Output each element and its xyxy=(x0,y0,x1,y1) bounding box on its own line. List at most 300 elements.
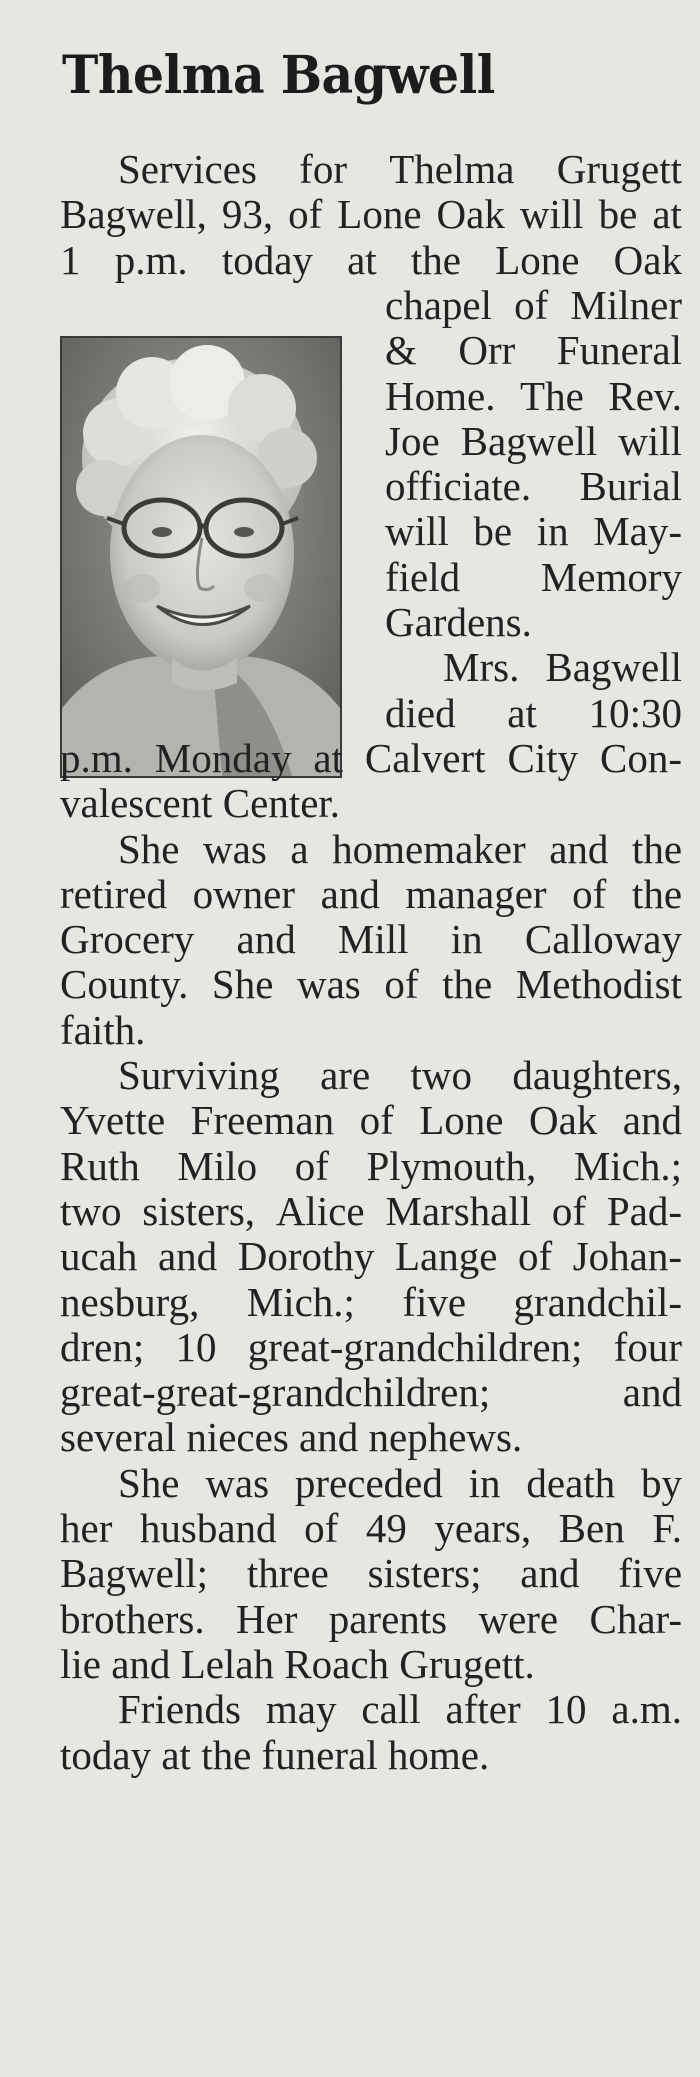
article-word: Milner xyxy=(570,282,683,328)
article-word: Grugett xyxy=(556,146,682,192)
word-space xyxy=(355,1280,402,1324)
word-space xyxy=(472,1053,512,1097)
article-word: will xyxy=(519,191,584,237)
article-word: Grugett. xyxy=(399,1641,535,1687)
word-space xyxy=(501,1461,527,1505)
word-space xyxy=(347,147,389,191)
word-space xyxy=(456,691,508,735)
word-space xyxy=(582,1325,613,1369)
article-word: the xyxy=(631,826,683,872)
word-space xyxy=(569,509,594,553)
article-line xyxy=(385,328,682,372)
article-word: 10:30 xyxy=(588,690,682,736)
article-word: 10 xyxy=(175,1324,217,1370)
article-word: three xyxy=(246,1550,329,1596)
article-line xyxy=(60,1325,682,1369)
word-space xyxy=(194,917,236,961)
article-word: Mich.; xyxy=(573,1143,683,1189)
article-line xyxy=(385,464,682,508)
article-word: at xyxy=(347,237,377,283)
word-space xyxy=(443,1461,469,1505)
article-word: daughters, xyxy=(512,1052,682,1098)
article-word: be xyxy=(473,508,513,554)
article-word: valescent xyxy=(60,780,213,826)
word-space xyxy=(637,192,652,236)
word-space xyxy=(537,691,589,735)
article-word: faith. xyxy=(60,1007,146,1053)
article-word: Bagwell xyxy=(545,644,682,690)
word-space xyxy=(255,1189,276,1233)
word-space xyxy=(466,1280,513,1324)
word-space xyxy=(329,1551,368,1595)
article-word: two xyxy=(410,1052,472,1098)
article-word: Lone xyxy=(337,191,422,237)
word-space xyxy=(207,192,222,236)
article-word: was xyxy=(205,1460,270,1506)
article-word: owner xyxy=(192,871,296,917)
article-word: Oak xyxy=(528,1097,598,1143)
article-word: homemaker xyxy=(332,826,526,872)
article-word: the xyxy=(442,961,493,1007)
word-space xyxy=(140,1144,178,1188)
article-line xyxy=(60,1098,682,1142)
article-word: Bagwell xyxy=(460,418,598,464)
word-space xyxy=(277,1506,305,1550)
article-word: today xyxy=(60,1732,152,1778)
article-word: Mich.; xyxy=(246,1279,355,1325)
article-word: five xyxy=(402,1279,467,1325)
word-space xyxy=(151,1732,161,1778)
article-line xyxy=(60,827,682,871)
word-space xyxy=(417,328,458,372)
word-space xyxy=(586,1189,607,1233)
article-word: her xyxy=(60,1505,113,1551)
article-word: Ben xyxy=(558,1505,625,1551)
article-word: Lange xyxy=(394,1233,498,1279)
word-space xyxy=(483,917,525,961)
article-word: ucah xyxy=(60,1233,138,1279)
article-line xyxy=(385,283,682,327)
word-space xyxy=(579,238,613,282)
word-space xyxy=(365,1189,386,1233)
word-space xyxy=(274,1641,284,1687)
word-space xyxy=(422,192,437,236)
article-word: Lelah xyxy=(180,1641,275,1687)
article-line xyxy=(60,872,682,916)
article-word: dren; xyxy=(60,1324,145,1370)
article-word: two xyxy=(60,1188,122,1234)
article-word: at xyxy=(161,1732,191,1778)
word-space xyxy=(137,1234,158,1278)
article-line xyxy=(60,781,682,825)
word-space xyxy=(597,1098,622,1142)
article-word: was xyxy=(296,961,361,1007)
article-word: call xyxy=(361,1686,421,1732)
word-space xyxy=(584,374,609,418)
word-space xyxy=(490,1370,623,1414)
article-line xyxy=(60,1642,682,1686)
word-space xyxy=(389,1641,399,1687)
article-word: Marshall xyxy=(385,1188,532,1234)
article-word: a.m. xyxy=(611,1686,682,1732)
article-word: Bagwell; xyxy=(60,1550,209,1596)
article-word: Rev. xyxy=(608,373,682,419)
word-space xyxy=(505,192,520,236)
article-word: Con- xyxy=(600,735,683,781)
article-word: Joe xyxy=(385,418,440,464)
word-space xyxy=(579,1551,618,1595)
article-line xyxy=(385,555,682,599)
article-word: officiate. xyxy=(385,463,532,509)
word-space xyxy=(552,1234,573,1278)
word-space xyxy=(343,736,365,780)
article-word: after xyxy=(445,1686,521,1732)
word-space xyxy=(144,1325,175,1369)
article-word: City xyxy=(507,735,579,781)
word-space xyxy=(497,1234,518,1278)
word-space xyxy=(606,872,632,916)
article-word: funeral xyxy=(261,1732,378,1778)
word-space xyxy=(460,555,541,599)
article-word: of xyxy=(384,961,419,1007)
word-space xyxy=(380,872,406,916)
article-word: retired xyxy=(60,871,167,917)
article-word: at xyxy=(652,191,682,237)
article-word: Mill xyxy=(337,916,409,962)
article-line xyxy=(60,1370,682,1414)
article-word: Thelma xyxy=(389,146,515,192)
article-line xyxy=(60,1551,682,1595)
article-word: Methodist xyxy=(515,961,683,1007)
article-word: Char- xyxy=(589,1596,682,1642)
article-word: of xyxy=(294,1143,329,1189)
article-word: and xyxy=(320,871,380,917)
article-line xyxy=(60,736,682,780)
word-space xyxy=(587,1687,612,1731)
article-word: May- xyxy=(593,508,682,554)
word-space xyxy=(273,192,288,236)
article-word: in xyxy=(536,508,569,554)
article-word: will xyxy=(618,418,682,464)
word-space xyxy=(547,872,573,916)
word-space xyxy=(519,645,545,689)
article-word: She xyxy=(118,826,180,872)
article-word: Lone xyxy=(495,237,580,283)
word-space xyxy=(112,1506,140,1550)
word-space xyxy=(217,1234,238,1278)
article-word: Her xyxy=(235,1596,298,1642)
article-word: Pad- xyxy=(606,1188,683,1234)
article-word: and xyxy=(622,1369,682,1415)
article-word: several xyxy=(60,1414,177,1460)
word-space xyxy=(208,1551,247,1595)
article-word: chapel xyxy=(385,282,492,328)
article-line xyxy=(60,1234,682,1278)
word-space xyxy=(608,827,632,871)
word-space xyxy=(295,872,321,916)
word-space xyxy=(251,1732,261,1778)
word-space xyxy=(378,1732,388,1778)
article-word: and xyxy=(549,826,609,872)
article-word: Bagwell, xyxy=(60,191,207,237)
article-word: 93, xyxy=(221,191,274,237)
article-line xyxy=(60,1008,682,1052)
article-line xyxy=(60,1733,682,1777)
article-word: died xyxy=(385,690,456,736)
article-line xyxy=(60,238,682,282)
article-word: in xyxy=(450,916,483,962)
word-space xyxy=(625,1506,653,1550)
word-space xyxy=(486,736,508,780)
article-word: are xyxy=(320,1052,371,1098)
word-space xyxy=(81,238,115,282)
word-space xyxy=(361,962,385,1006)
article-word: of xyxy=(514,282,549,328)
article-word: Grocery xyxy=(60,916,195,962)
article-word: 10 xyxy=(545,1686,587,1732)
word-space xyxy=(322,192,337,236)
word-space xyxy=(199,1280,246,1324)
article-word: Surviving xyxy=(118,1052,280,1098)
word-space xyxy=(217,1325,248,1369)
article-word: and xyxy=(520,1550,580,1596)
article-word: home. xyxy=(387,1732,490,1778)
article-word: Burial xyxy=(579,463,682,509)
article-word: Oak xyxy=(613,237,682,283)
word-space xyxy=(280,1053,320,1097)
word-space xyxy=(548,283,570,327)
article-word: nieces xyxy=(186,1414,289,1460)
word-space xyxy=(165,1098,190,1142)
word-space xyxy=(257,1144,295,1188)
word-space xyxy=(584,192,599,236)
article-word: field xyxy=(385,554,461,600)
portrait-photo xyxy=(60,336,343,781)
article-word: p.m. xyxy=(114,237,188,283)
word-space xyxy=(495,374,520,418)
word-space xyxy=(269,1461,295,1505)
article-line xyxy=(60,1687,682,1731)
article-line xyxy=(60,962,682,1006)
article-line xyxy=(60,1280,682,1324)
article-word: The xyxy=(520,373,584,419)
article-word: Alice xyxy=(275,1188,365,1234)
article-word: by xyxy=(640,1460,682,1506)
article-word: Funeral xyxy=(556,327,683,373)
article-word: 49 xyxy=(365,1505,407,1551)
word-space xyxy=(241,1687,266,1731)
word-space xyxy=(492,283,514,327)
word-space xyxy=(296,917,338,961)
article-line xyxy=(60,1189,682,1233)
article-word: may xyxy=(265,1686,337,1732)
word-space xyxy=(461,238,495,282)
word-space xyxy=(526,827,550,871)
word-space xyxy=(531,464,579,508)
article-word: Yvette xyxy=(60,1097,166,1143)
article-word: Ruth xyxy=(60,1143,140,1189)
word-space xyxy=(122,1189,143,1233)
article-word: the xyxy=(410,237,461,283)
word-space xyxy=(180,827,204,871)
word-space xyxy=(615,1461,641,1505)
word-space xyxy=(374,1234,395,1278)
article-word: years, xyxy=(434,1505,532,1551)
word-space xyxy=(521,1687,546,1731)
article-word: Center. xyxy=(222,780,341,826)
word-space xyxy=(213,780,223,826)
word-space xyxy=(578,736,600,780)
article-word: sisters, xyxy=(142,1188,256,1234)
word-space xyxy=(180,1461,206,1505)
article-word: Orr xyxy=(458,327,516,373)
article-line xyxy=(385,374,682,418)
article-word: a xyxy=(290,826,309,872)
word-space xyxy=(536,1144,574,1188)
article-word: nephews. xyxy=(368,1414,523,1460)
word-space xyxy=(257,147,299,191)
article-word: grandchil- xyxy=(513,1279,683,1325)
article-word: of xyxy=(304,1505,339,1551)
word-space xyxy=(531,1506,559,1550)
word-space xyxy=(188,962,212,1006)
article-word: great-grandchildren; xyxy=(247,1324,583,1370)
article-word: great-great-grandchildren; xyxy=(60,1369,491,1415)
word-space xyxy=(370,1053,410,1097)
word-space xyxy=(447,1597,478,1641)
word-space xyxy=(101,1641,111,1687)
article-line xyxy=(60,1144,682,1188)
article-word: brothers. xyxy=(60,1596,205,1642)
article-word: Milo xyxy=(177,1143,258,1189)
portrait-image xyxy=(62,338,340,776)
article-word: parents xyxy=(328,1596,448,1642)
word-space xyxy=(170,1641,180,1687)
article-line xyxy=(60,1506,682,1550)
article-word: Mrs. xyxy=(443,644,520,690)
article-word: of xyxy=(288,191,323,237)
article-word: five xyxy=(618,1550,683,1596)
article-word: Monday xyxy=(154,735,292,781)
article-word: be xyxy=(598,191,638,237)
article-line xyxy=(385,509,682,553)
word-space xyxy=(481,1551,520,1595)
article-word: the xyxy=(201,1732,252,1778)
article-line xyxy=(60,147,682,191)
article-word: of xyxy=(517,1233,553,1279)
article-word: Calvert xyxy=(364,735,486,781)
article-word: of xyxy=(359,1097,394,1143)
word-space xyxy=(597,419,618,463)
article-word: the xyxy=(631,871,683,917)
article-line xyxy=(60,917,682,961)
article-word: Home. xyxy=(385,373,496,419)
article-word: lie xyxy=(60,1641,101,1687)
article-word: Calloway xyxy=(524,916,683,962)
word-space xyxy=(418,962,442,1006)
article-word: of xyxy=(572,871,607,917)
article-word: Roach xyxy=(284,1641,390,1687)
article-word: husband xyxy=(139,1505,277,1551)
article-word: 1 xyxy=(60,237,81,283)
word-space xyxy=(176,1414,186,1460)
word-space xyxy=(191,1732,201,1778)
word-space xyxy=(205,1597,236,1641)
article-word: Gardens. xyxy=(385,599,532,645)
article-line xyxy=(385,645,682,689)
article-word: & xyxy=(385,327,417,373)
word-space xyxy=(188,238,222,282)
article-word: Dorothy xyxy=(237,1233,375,1279)
article-line xyxy=(385,691,682,735)
article-word: at xyxy=(507,690,537,736)
article-word: today xyxy=(221,237,313,283)
article-word: Oak xyxy=(436,191,505,237)
article-word: p.m. xyxy=(60,735,133,781)
article-word: were xyxy=(478,1596,559,1642)
article-line xyxy=(60,192,682,236)
article-word: Friends xyxy=(118,1686,241,1732)
article-word: of xyxy=(551,1188,587,1234)
word-space xyxy=(334,1098,359,1142)
word-space xyxy=(409,917,451,961)
word-space xyxy=(449,509,474,553)
word-space xyxy=(167,872,193,916)
article-word: preceded xyxy=(294,1460,443,1506)
word-space xyxy=(531,1189,552,1233)
article-word: nesburg, xyxy=(60,1279,200,1325)
word-space xyxy=(515,328,556,372)
word-space xyxy=(337,1687,362,1731)
article-word: and xyxy=(622,1097,682,1143)
word-space xyxy=(504,1098,529,1142)
word-space xyxy=(558,1597,589,1641)
word-space xyxy=(407,1506,435,1550)
article-word: and xyxy=(299,1414,359,1460)
word-space xyxy=(421,1687,446,1731)
article-word: will xyxy=(385,508,449,554)
word-space xyxy=(309,827,333,871)
word-space xyxy=(358,1414,368,1460)
article-line xyxy=(60,1053,682,1097)
word-space xyxy=(289,1414,299,1460)
article-word: and xyxy=(111,1641,171,1687)
article-word: death xyxy=(526,1460,616,1506)
word-space xyxy=(440,419,461,463)
article-word: She xyxy=(118,1460,180,1506)
article-line xyxy=(60,1415,682,1459)
word-space xyxy=(267,827,291,871)
word-space xyxy=(313,238,347,282)
word-space xyxy=(514,147,556,191)
word-space xyxy=(133,736,155,780)
article-word: Memory xyxy=(540,554,682,600)
article-word: Plymouth, xyxy=(366,1143,537,1189)
article-word: F. xyxy=(652,1505,683,1551)
article-word: at xyxy=(313,735,343,781)
article-word: manager xyxy=(405,871,547,917)
article-word: and xyxy=(236,916,296,962)
obituary-headline: Thelma Bagwell xyxy=(62,45,495,106)
article-word: County. xyxy=(60,961,189,1007)
article-word: for xyxy=(299,146,347,192)
article-word: and xyxy=(157,1233,218,1279)
word-space xyxy=(377,238,411,282)
article-word: sisters; xyxy=(367,1550,482,1596)
word-space xyxy=(329,1144,367,1188)
word-space xyxy=(291,736,313,780)
word-space xyxy=(492,962,516,1006)
